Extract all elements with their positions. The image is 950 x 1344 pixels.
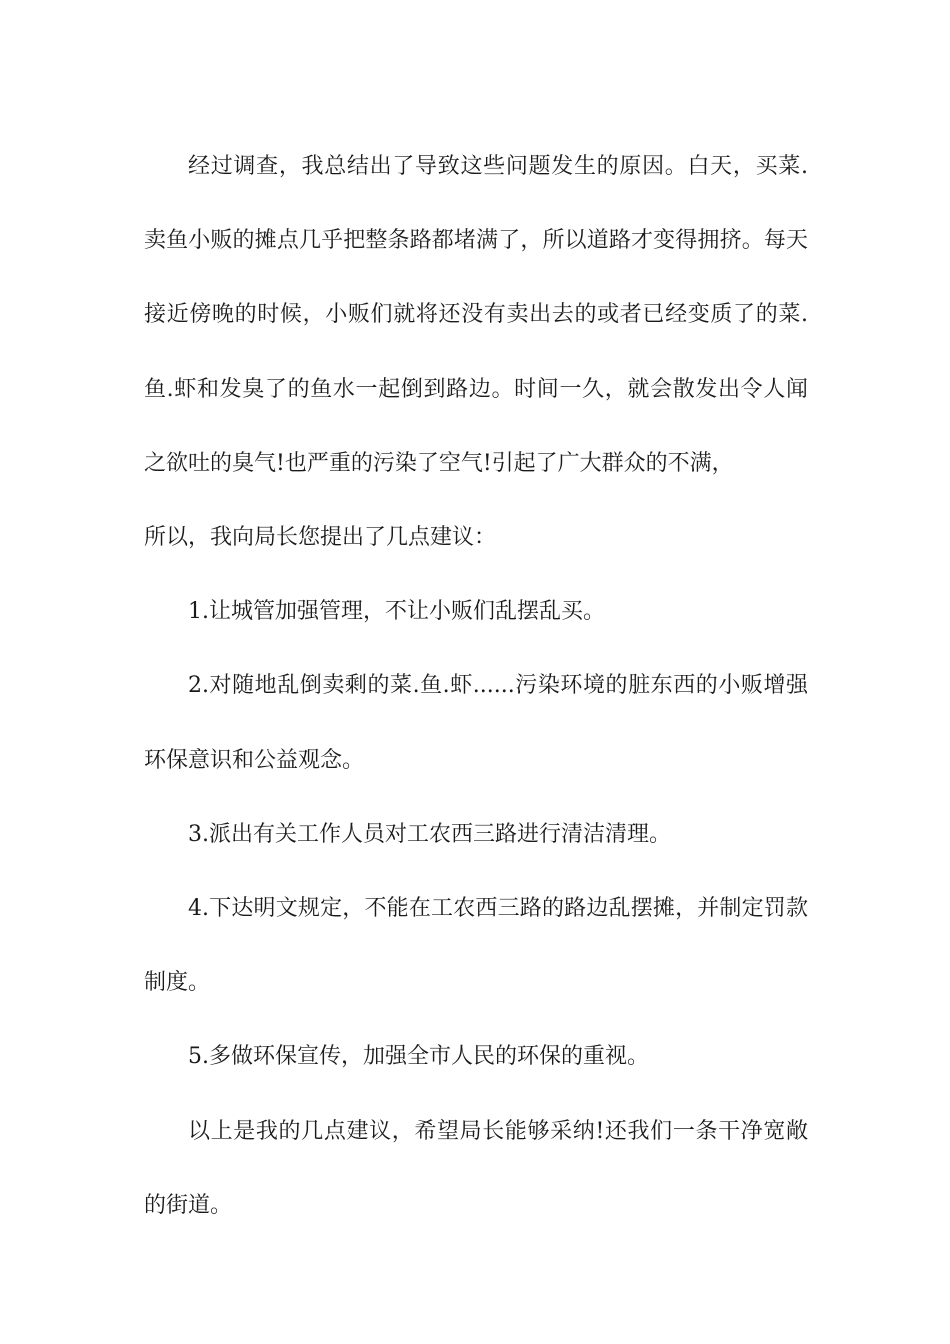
suggestion-2: 2.对随地乱倒卖剩的菜.鱼.虾......污染环境的脏东西的小贩增强环保意识和公益观念。 xyxy=(144,673,808,773)
document-body xyxy=(144,130,808,1243)
paragraph-causes: 经过调查，我总结出了导致这些问题发生的原因。白天，买菜.卖鱼小贩的摊点几乎把整条路都堵满了，所以道路才变得拥挤。每天接近傍晚的时候，小贩们就将还没有卖出去的或者已经变质了的菜.鱼.虾和发臭了的鱼水一起倒到路边。时间一久，就会散发出令人闻之欲吐的臭气!也严重的污染了空气!引起了广大群众的不满， xyxy=(144,154,808,476)
suggestion-5: 5.多做环保宣传，加强全市人民的环保的重视。 xyxy=(188,1044,649,1070)
suggestion-1: 1.让城管加强管理，不让小贩们乱摆乱买。 xyxy=(188,599,605,625)
suggestion-3: 3.派出有关工作人员对工农西三路进行清洁清理。 xyxy=(188,821,671,847)
paragraph-proposal-intro: 所以，我向局长您提出了几点建议： xyxy=(144,525,497,551)
paragraph-conclusion: 以上是我的几点建议，希望局长能够采纳!还我们一条干净宽敞的街道。 xyxy=(144,1118,808,1218)
suggestion-4: 4.下达明文规定，不能在工农西三路的路边乱摆摊，并制定罚款制度。 xyxy=(144,896,808,996)
